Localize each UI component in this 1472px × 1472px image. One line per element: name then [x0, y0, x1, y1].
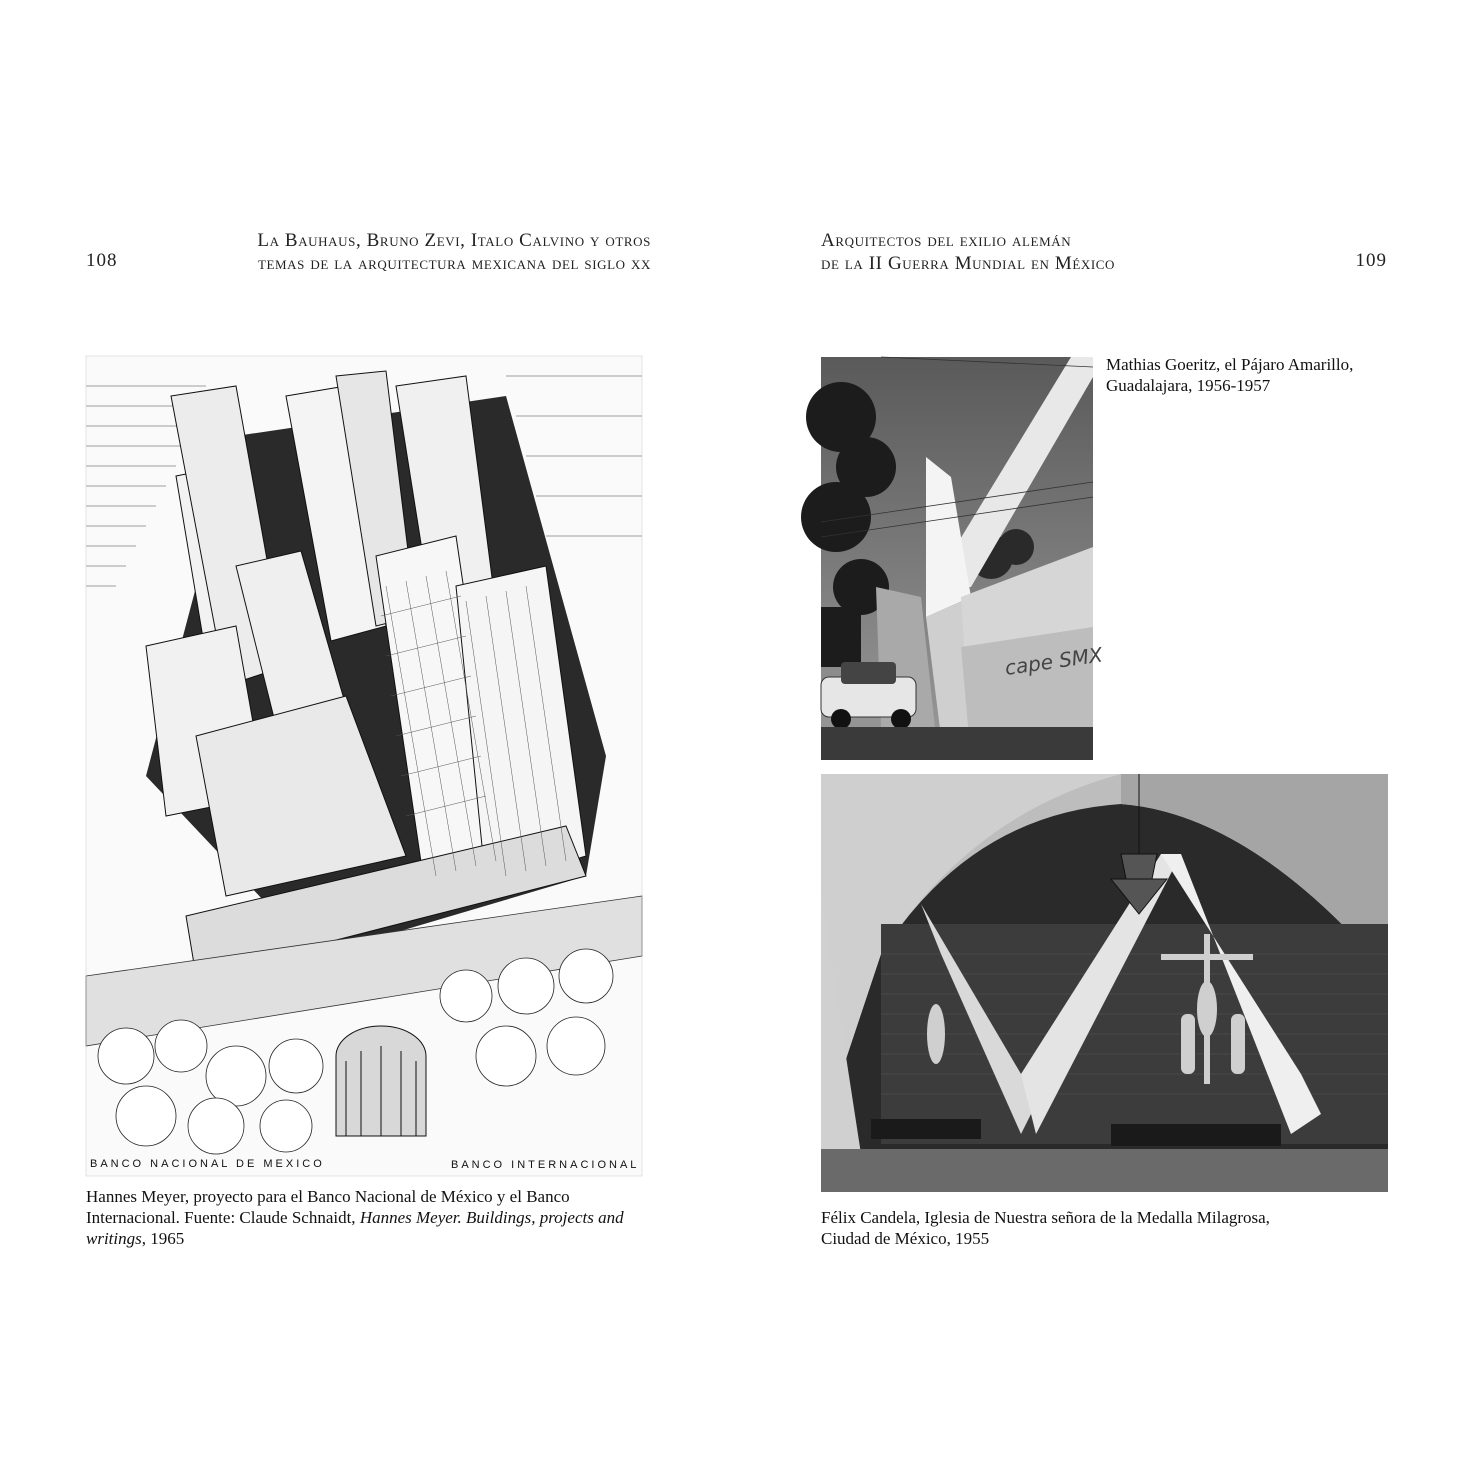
pajaro-amarillo-photo [821, 357, 1105, 760]
caption-hannes-meyer-year: , 1965 [141, 1229, 185, 1248]
pajaro-amarillo-illustration [821, 357, 1105, 760]
page-number-right: 109 [1355, 250, 1387, 271]
caption-hannes-meyer [86, 1186, 631, 1249]
hannes-meyer-drawing [86, 356, 642, 1176]
drawing-label-banco-nacional: BANCO NACIONAL DE MEXICO [90, 1158, 325, 1170]
running-head-left-line1: La Bauhaus, Bruno Zevi, Italo Calvino y otros [257, 230, 651, 251]
running-head-right-line1: Arquitectos del exilio alemán [821, 230, 1072, 251]
running-head-left [131, 229, 651, 275]
running-head-right [821, 229, 1341, 275]
caption-pajaro-amarillo [1106, 354, 1406, 396]
caption-medalla-milagrosa-line2: Ciudad de México, 1955 [821, 1229, 990, 1248]
caption-medalla-milagrosa [821, 1207, 1381, 1249]
caption-medalla-milagrosa-line1: Félix Candela, Iglesia de Nuestra señora de la Medalla Milagrosa, [821, 1208, 1270, 1227]
medalla-milagrosa-illustration [821, 774, 1388, 1192]
caption-hannes-meyer-text: Hannes Meyer, proyecto para el Banco Nacional de México y el Banco Internacional. Fuente: Claude Schnaidt, [86, 1187, 570, 1227]
running-head-left-line2: temas de la arquitectura mexicana del siglo xx [257, 253, 651, 274]
right-page [736, 0, 1472, 1472]
caption-pajaro-amarillo-line2: Guadalajara, 1956-1957 [1106, 376, 1271, 395]
graffiti-text: cape SMX [1003, 642, 1105, 680]
running-head-right-line2: de la II Guerra Mundial en México [821, 253, 1116, 274]
caption-pajaro-amarillo-line1: Mathias Goeritz, el Pájaro Amarillo, [1106, 355, 1354, 374]
caption-hannes-meyer-book-title: Hannes Meyer. Buildings, projects and writings [86, 1208, 624, 1248]
architectural-drawing-illustration [86, 356, 642, 1176]
page-number-left: 108 [86, 250, 118, 271]
medalla-milagrosa-photo [821, 774, 1388, 1192]
drawing-label-banco-internacional: BANCO INTERNACIONAL [451, 1159, 640, 1171]
